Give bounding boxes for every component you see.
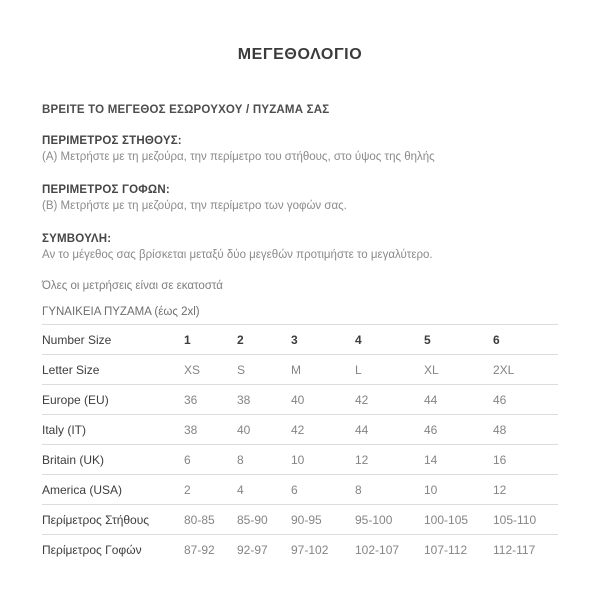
table-cell: 48 — [493, 415, 558, 445]
table-cell: 95-100 — [355, 505, 424, 535]
table-cell: 40 — [237, 415, 291, 445]
row-label: America (USA) — [42, 475, 184, 505]
table-cell: 4 — [355, 325, 424, 355]
row-label: Περίμετρος Στήθους — [42, 505, 184, 535]
table-row-europe — [42, 385, 558, 415]
table-cell: L — [355, 355, 424, 385]
table-row-number-size — [42, 325, 558, 355]
table-row-britain — [42, 445, 558, 475]
table-cell: 87-92 — [184, 535, 237, 565]
table-cell: 40 — [291, 385, 355, 415]
size-table — [42, 324, 558, 565]
table-cell: 44 — [355, 415, 424, 445]
row-label: Britain (UK) — [42, 445, 184, 475]
section-advice — [42, 231, 558, 263]
table-row-italy — [42, 415, 558, 445]
table-cell: 46 — [424, 415, 493, 445]
section-body: Αν το μέγεθος σας βρίσκεται μεταξύ δύο μεγεθών προτιμήστε το μεγαλύτερο. — [42, 249, 433, 261]
table-row-chest-circumference — [42, 505, 558, 535]
table-title: ΓΥΝΑΙΚΕΙΑ ΠΥΖΑΜΑ (έως 2xl) — [42, 306, 200, 318]
table-cell: 44 — [424, 385, 493, 415]
table-cell: 1 — [184, 325, 237, 355]
section-hips — [42, 182, 558, 214]
table-cell: 6 — [184, 445, 237, 475]
table-cell: 102-107 — [355, 535, 424, 565]
table-cell: 8 — [355, 475, 424, 505]
table-cell: 42 — [291, 415, 355, 445]
table-cell: 107-112 — [424, 535, 493, 565]
table-cell: 16 — [493, 445, 558, 475]
table-cell: 80-85 — [184, 505, 237, 535]
table-cell: 100-105 — [424, 505, 493, 535]
table-row-letter-size — [42, 355, 558, 385]
section-heading: ΠΕΡΙΜΕΤΡΟΣ ΣΤΗΘΟΥΣ: — [42, 135, 182, 147]
table-cell: 2 — [237, 325, 291, 355]
section-body: (Α) Μετρήστε με τη μεζούρα, την περίμετρο του στήθους, στο ύψος της θηλής — [42, 151, 435, 163]
table-cell: XS — [184, 355, 237, 385]
section-chest — [42, 133, 558, 165]
table-cell: 105-110 — [493, 505, 558, 535]
table-cell: 14 — [424, 445, 493, 475]
table-cell: 2 — [184, 475, 237, 505]
table-cell: 112-117 — [493, 535, 558, 565]
table-cell: 42 — [355, 385, 424, 415]
row-label: Europe (EU) — [42, 385, 184, 415]
table-cell: S — [237, 355, 291, 385]
table-cell: 2XL — [493, 355, 558, 385]
table-cell: XL — [424, 355, 493, 385]
table-cell: 46 — [493, 385, 558, 415]
table-cell: 12 — [355, 445, 424, 475]
table-cell: 5 — [424, 325, 493, 355]
intro-text: ΒΡΕΙΤΕ ΤΟ ΜΕΓΕΘΟΣ ΕΣΩΡΟΥΧΟΥ / ΠΥΖΑΜΑ ΣΑΣ — [42, 104, 330, 116]
table-cell: 6 — [291, 475, 355, 505]
row-label: Letter Size — [42, 355, 184, 385]
row-label: Italy (IT) — [42, 415, 184, 445]
table-cell: 36 — [184, 385, 237, 415]
table-cell: 3 — [291, 325, 355, 355]
table-cell: 38 — [184, 415, 237, 445]
table-cell: 8 — [237, 445, 291, 475]
row-label: Number Size — [42, 325, 184, 355]
table-cell: 6 — [493, 325, 558, 355]
table-cell: 85-90 — [237, 505, 291, 535]
table-cell: 4 — [237, 475, 291, 505]
table-cell: 10 — [291, 445, 355, 475]
row-label: Περίμετρος Γοφών — [42, 535, 184, 565]
table-cell: 38 — [237, 385, 291, 415]
table-cell: 10 — [424, 475, 493, 505]
table-row-hip-circumference — [42, 535, 558, 565]
section-body: (Β) Μετρήστε με τη μεζούρα, την περίμετρο των γοφών σας. — [42, 200, 347, 212]
section-heading: ΠΕΡΙΜΕΤΡΟΣ ΓΟΦΩΝ: — [42, 184, 170, 196]
page-title: ΜΕΓΕΘΟΛΟΓΙΟ — [237, 46, 363, 63]
table-cell: 12 — [493, 475, 558, 505]
table-cell: 92-97 — [237, 535, 291, 565]
measurements-note: Όλες οι μετρήσεις είναι σε εκατοστά — [42, 280, 223, 292]
table-cell: M — [291, 355, 355, 385]
section-heading: ΣΥΜΒΟΥΛΗ: — [42, 233, 112, 245]
table-cell: 97-102 — [291, 535, 355, 565]
table-cell: 90-95 — [291, 505, 355, 535]
table-row-america — [42, 475, 558, 505]
